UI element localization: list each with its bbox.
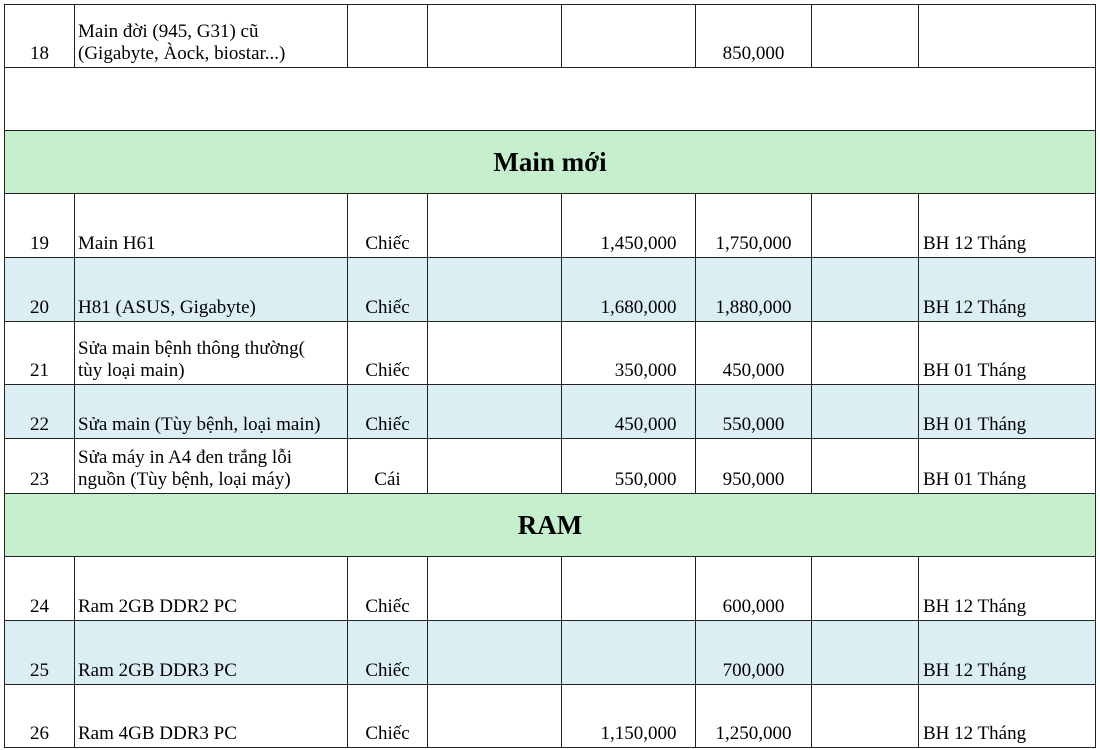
table-row [4,684,1096,748]
price-high-cell [696,258,812,321]
item-name-line2: Sửa main (Tùy bệnh, loại main) [78,414,321,435]
price-high: 600,000 [722,596,785,617]
warranty-cell: BH 12 Tháng [923,660,1027,681]
price-high: 850,000 [722,43,785,64]
price-low-cell [562,385,696,438]
item-name [75,5,348,67]
price-high-cell [696,194,812,257]
table-row [4,257,1096,321]
empty-cell [812,439,919,493]
price-high: 1,250,000 [715,723,792,744]
empty-cell [812,194,919,257]
empty-cell [428,439,562,493]
row-number: 23 [5,439,75,493]
empty-cell [428,322,562,384]
item-name-line2: Ram 2GB DDR3 PC [78,660,237,681]
row-number: 21 [5,322,75,384]
item-name-line2: (Gigabyte, Àock, biostar...) [78,43,286,64]
row-number: 19 [5,194,75,257]
unit-cell: Cái [348,439,428,493]
empty-cell [812,557,919,620]
price-low-cell [562,194,696,257]
empty-cell [428,385,562,438]
warranty-cell: BH 01 Tháng [923,360,1027,381]
empty-cell [812,322,919,384]
price-low: 1,150,000 [600,723,677,744]
empty-cell [428,194,562,257]
price-high-cell [696,685,812,747]
empty-cell [812,5,919,67]
warranty-cell: BH 01 Tháng [923,469,1027,490]
price-low: 450,000 [614,414,677,435]
price-high-cell [696,5,812,67]
empty-cell [812,385,919,438]
row-number: 20 [5,258,75,321]
price-low: 1,450,000 [600,233,677,254]
price-high-cell [696,439,812,493]
blank-row [4,67,1096,130]
price-high: 450,000 [722,360,785,381]
table-row [4,321,1096,384]
warranty-cell: BH 12 Tháng [923,233,1027,254]
price-high-cell [696,385,812,438]
table-row [4,193,1096,257]
empty-cell [812,685,919,747]
warranty-cell [919,5,1097,67]
unit-cell: Chiếc [348,557,428,620]
price-low: 550,000 [614,469,677,490]
row-number: 24 [5,557,75,620]
empty-cell [428,557,562,620]
item-name [75,557,348,620]
price-low: 1,680,000 [600,297,677,318]
price-high: 950,000 [722,469,785,490]
price-high-cell [696,557,812,620]
unit-cell: Chiếc [348,194,428,257]
item-name-line2: nguồn (Tùy bệnh, loại máy) [78,469,291,490]
unit-cell: Chiếc [348,385,428,438]
unit-cell: Chiếc [348,621,428,684]
price-low-cell [562,557,696,620]
row-number: 25 [5,621,75,684]
item-name-line1: Main đời (945, G31) cũ [78,21,259,42]
price-high: 700,000 [722,660,785,681]
unit-cell: Chiếc [348,322,428,384]
empty-cell [812,621,919,684]
empty-cell [428,621,562,684]
item-name [75,439,348,493]
table-row [4,438,1096,493]
price-high-cell [696,621,812,684]
warranty-cell: BH 12 Tháng [923,723,1027,744]
section-header-main-moi [4,130,1096,193]
item-name [75,322,348,384]
price-high: 550,000 [722,414,785,435]
item-name-line2: H81 (ASUS, Gigabyte) [78,297,256,318]
price-low-cell [562,322,696,384]
price-high-cell [696,322,812,384]
price-low-cell [562,5,696,67]
row-number: 26 [5,685,75,747]
price-low-cell [562,258,696,321]
item-name [75,621,348,684]
unit-cell [348,5,428,67]
section-title: Main mới [493,146,607,177]
item-name [75,685,348,747]
item-name-line1: Sửa máy in A4 đen trắng lỗi [78,447,292,468]
item-name-line2: Ram 2GB DDR2 PC [78,596,237,617]
item-name [75,385,348,438]
table-row [4,384,1096,438]
table-row [4,556,1096,620]
empty-cell [428,685,562,747]
empty-cell [428,5,562,67]
warranty-cell: BH 12 Tháng [923,596,1027,617]
price-low: 350,000 [614,360,677,381]
price-low-cell [562,621,696,684]
item-name-line2: Ram 4GB DDR3 PC [78,723,237,744]
warranty-cell: BH 01 Tháng [923,414,1027,435]
price-high: 1,750,000 [715,233,792,254]
unit-cell: Chiếc [348,685,428,747]
price-low-cell [562,439,696,493]
item-name-line2: tùy loại main) [78,360,185,381]
price-high: 1,880,000 [715,297,792,318]
price-low-cell [562,685,696,747]
unit-cell: Chiếc [348,258,428,321]
section-title: RAM [517,509,583,540]
empty-cell [428,258,562,321]
item-name-line2: Main H61 [78,233,156,254]
item-name [75,194,348,257]
table-row [4,4,1096,67]
section-header-ram [4,493,1096,556]
row-number: 22 [5,385,75,438]
item-name-line1: Sửa main bệnh thông thường( [78,338,305,359]
warranty-cell: BH 12 Tháng [923,297,1027,318]
empty-cell [812,258,919,321]
table-row [4,620,1096,684]
row-number: 18 [5,5,75,67]
item-name [75,258,348,321]
